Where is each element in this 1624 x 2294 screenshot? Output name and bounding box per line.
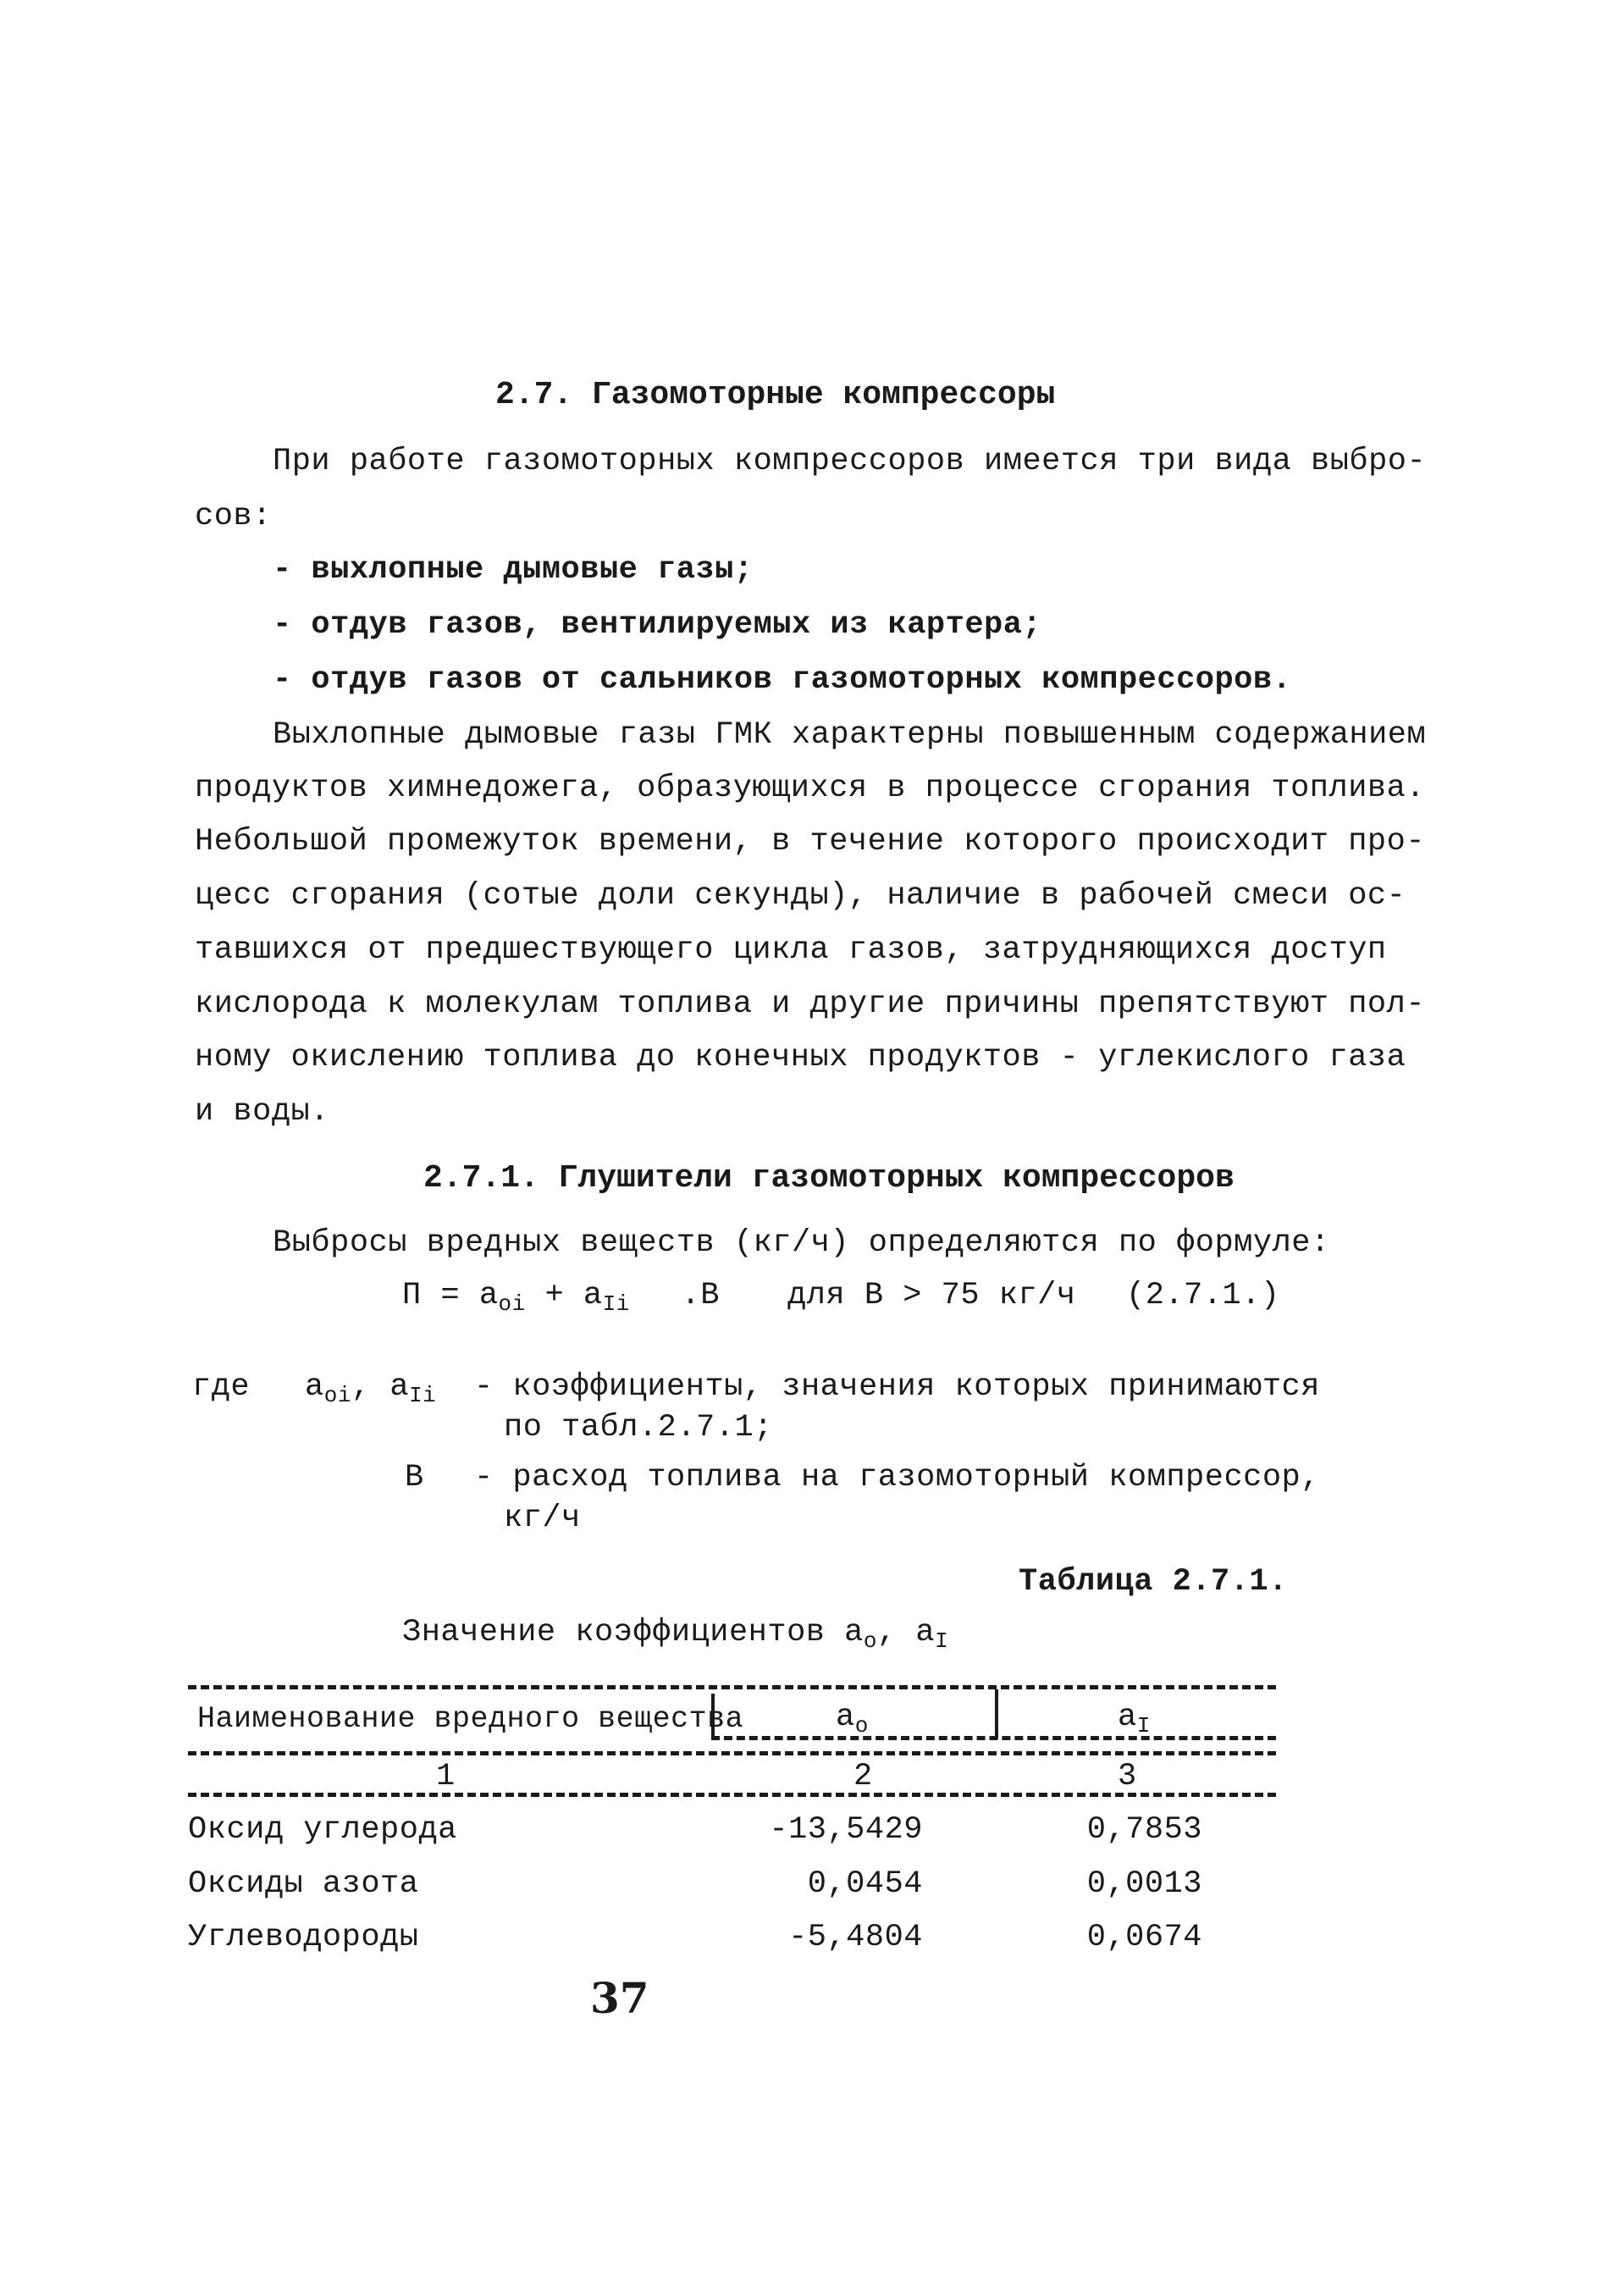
- where-desc-2-line-2: кг/ч: [504, 1501, 581, 1536]
- intro-line-1: При работе газомоторных компрессоров имеется три вида выбро-: [273, 444, 1427, 479]
- table-col-number: 3: [1118, 1759, 1137, 1794]
- table-header-a0-symbol: a: [836, 1700, 855, 1735]
- table-col-separator: [995, 1689, 998, 1738]
- table-caption-mid: , a: [877, 1615, 936, 1650]
- table-row-name: Оксид углерода: [188, 1812, 457, 1848]
- table-row-a0: -13,5429: [769, 1812, 923, 1848]
- paragraph-line: тавшихся от предшествующего цикла газов, затрудняющихся доступ: [195, 932, 1387, 968]
- table-row-a0: 0,0454: [807, 1866, 923, 1902]
- table-rule-header-bottom: [188, 1751, 1276, 1755]
- table-rule-numbers-bottom: [188, 1793, 1276, 1797]
- bullet-item: - отдув газов от сальников газомоторных компрессоров.: [273, 662, 1292, 698]
- table-caption-sub-1: o: [863, 1628, 877, 1654]
- table-header-a1-symbol: a: [1118, 1700, 1137, 1735]
- where-sym-b-sub: Ii: [409, 1383, 437, 1408]
- table-row-name: Углеводороды: [188, 1920, 419, 1955]
- table-rule-top: [188, 1685, 1276, 1689]
- section-title: 2.7. Газомоторные компрессоры: [495, 377, 1056, 413]
- page-number: 37: [590, 1973, 649, 2023]
- table-caption: [402, 1615, 949, 1654]
- bullet-item: - отдув газов, вентилируемых из картера;: [273, 607, 1042, 643]
- where-sym-a-sub: oi: [323, 1383, 351, 1408]
- table-row-name: Оксиды азота: [188, 1866, 419, 1902]
- where-sym-B: В: [405, 1460, 424, 1495]
- table-row-a1: 0,7853: [1086, 1812, 1202, 1848]
- table-row-a0: -5,4804: [788, 1920, 923, 1955]
- formula: [402, 1278, 720, 1317]
- formula-condition: для В > 75 кг/ч: [787, 1278, 1076, 1313]
- subsection-title: 2.7.1. Глушители газомоторных компрессоров: [423, 1160, 1235, 1197]
- bullet-item: - выхлопные дымовые газы;: [273, 552, 754, 588]
- formula-sub-1: оi: [498, 1291, 526, 1317]
- formula-number: (2.7.1.): [1126, 1278, 1280, 1313]
- table-rule-header-mid: [711, 1736, 1276, 1740]
- formula-lhs: П = a: [402, 1278, 499, 1313]
- paragraph-line: Небольшой промежуток времени, в течение которого происходит про-: [195, 824, 1426, 860]
- where-sym-sep: , a: [351, 1369, 410, 1405]
- where-desc-2-line-1: - расход топлива на газомоторный компрессор,: [474, 1460, 1320, 1495]
- intro-line-2: сов:: [195, 499, 272, 534]
- table-header-a0: [836, 1700, 869, 1738]
- where-desc-1-line-2: по табл.2.7.1;: [504, 1410, 773, 1445]
- table-header-a1-sub: I: [1136, 1713, 1151, 1738]
- table-header-a1: [1118, 1700, 1151, 1738]
- table-caption-sub-2: I: [935, 1628, 949, 1654]
- paragraph-line: кислорода к молекулам топлива и другие причины препятствуют пол-: [195, 987, 1426, 1022]
- paragraph-line: продуктов химнедожега, образующихся в процессе сгорания топлива.: [195, 771, 1426, 806]
- table-row-a1: 0,0674: [1086, 1920, 1202, 1955]
- formula-plus: + a: [525, 1278, 603, 1313]
- table-col-number: 2: [853, 1759, 873, 1794]
- table-caption-text: Значение коэффициентов a: [402, 1615, 864, 1650]
- where-word: где: [192, 1369, 251, 1405]
- where-desc-1-line-1: - коэффициенты, значения которых принимаются: [474, 1369, 1320, 1405]
- table-header-name: Наименование вредного вещества: [197, 1702, 744, 1736]
- table-col-number: 1: [436, 1759, 456, 1794]
- formula-intro: Выбросы вредных веществ (кг/ч) определяются по формуле:: [273, 1225, 1330, 1261]
- paragraph-line: и воды.: [195, 1094, 329, 1130]
- formula-sub-2: Ii: [602, 1291, 630, 1317]
- where-sym-a: a: [305, 1369, 324, 1405]
- paragraph-line: Выхлопные дымовые газы ГМК характерны повышенным содержанием: [273, 717, 1427, 753]
- table-label: Таблица 2.7.1.: [1019, 1564, 1288, 1600]
- formula-mult: .В: [661, 1278, 720, 1313]
- paragraph-line: ному окислению топлива до конечных продуктов - углекислого газа: [195, 1040, 1406, 1075]
- table-row-a1: 0,0013: [1086, 1866, 1202, 1902]
- where-symbols: [305, 1369, 437, 1408]
- paragraph-line: цесс сгорания (сотые доли секунды), наличие в рабочей смеси ос-: [195, 878, 1406, 914]
- table-header-a0-sub: o: [854, 1713, 869, 1738]
